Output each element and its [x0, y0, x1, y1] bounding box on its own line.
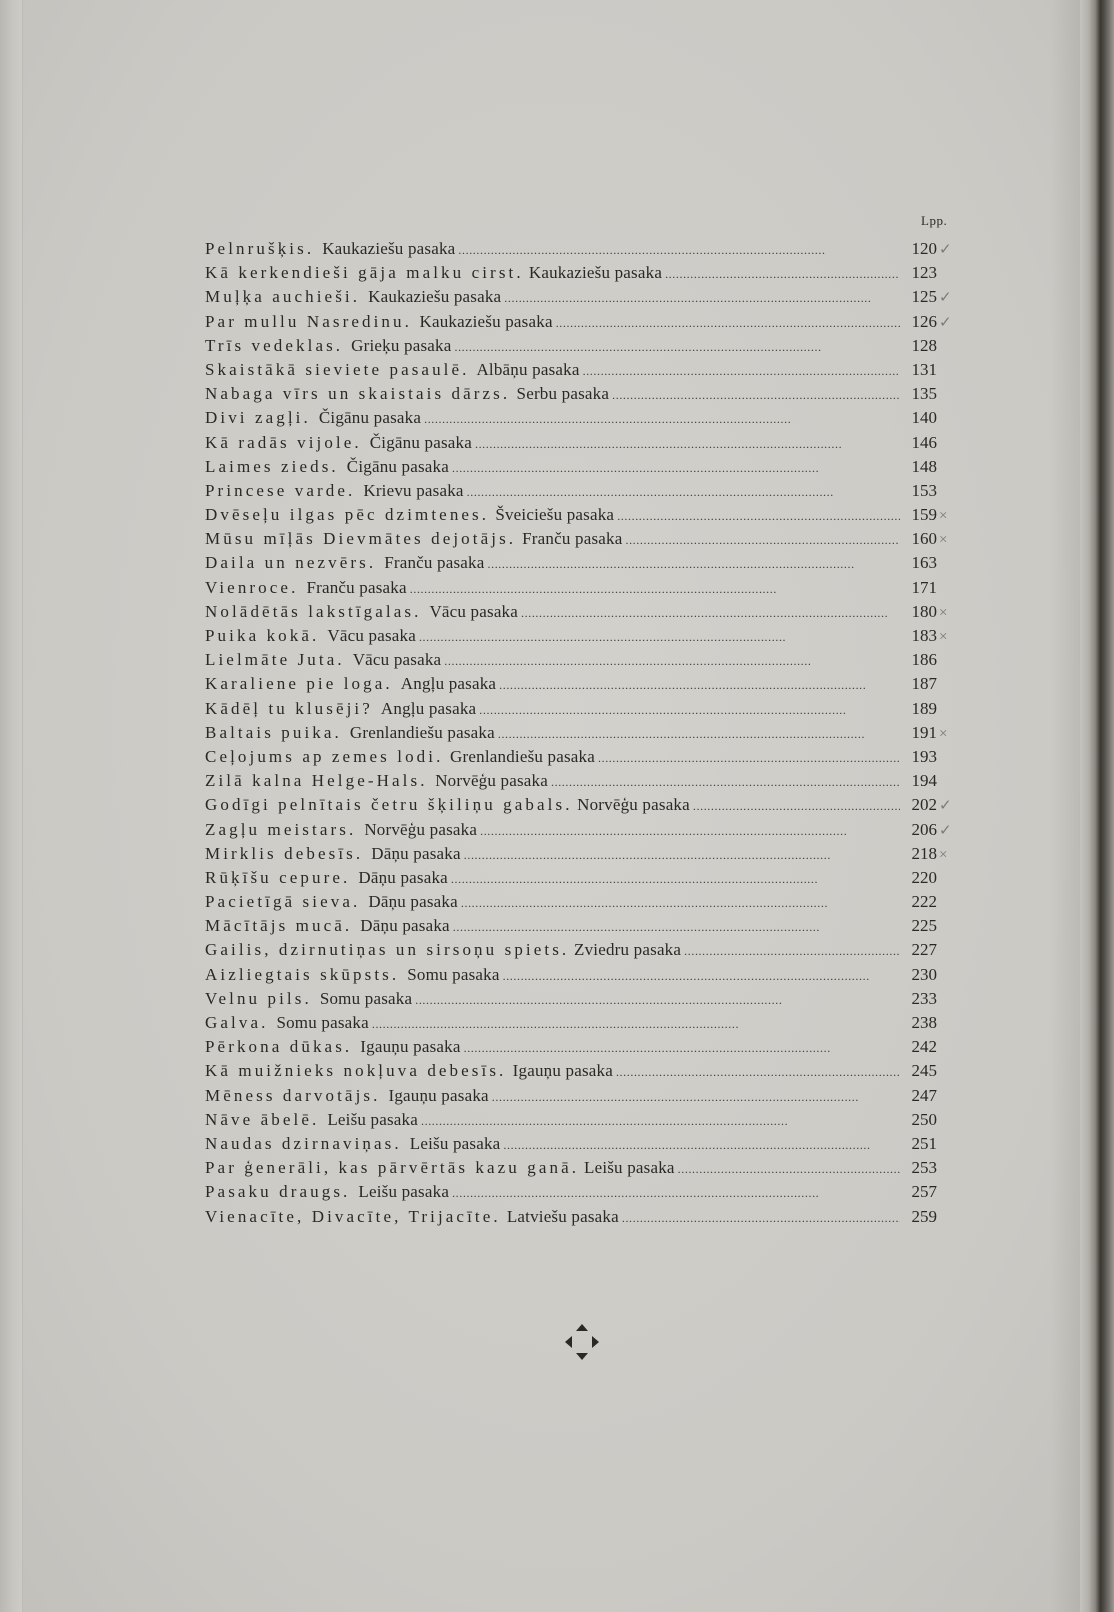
- entry-page-number: 159: [911, 505, 937, 525]
- entry-page-number: 191: [911, 722, 937, 742]
- toc-entry: [205, 793, 963, 817]
- entry-origin: Dāņu pasaka: [360, 916, 450, 936]
- toc-entry: [205, 285, 963, 309]
- dot-leader: [464, 1036, 900, 1060]
- entry-origin: Norvēģu pasaka: [577, 795, 690, 815]
- toc-entry: [205, 624, 963, 648]
- entry-page-number: 128: [911, 335, 937, 355]
- dot-leader: [479, 698, 900, 722]
- entry-title: Zilā kalna Helge-Hals.: [205, 771, 428, 791]
- entry-page-number: 218: [911, 843, 937, 863]
- dot-leader: [467, 480, 900, 504]
- entry-page-number: 206: [911, 819, 937, 839]
- entry-title: Karaliene pie loga.: [205, 674, 393, 694]
- pencil-mark-icon: ×: [939, 604, 948, 621]
- entry-page-number: 146: [911, 432, 937, 452]
- entry-title: Laimes zieds.: [205, 456, 339, 476]
- dot-leader: [556, 311, 900, 335]
- entry-page-number: 253: [911, 1158, 937, 1178]
- entry-page-number: 230: [911, 964, 937, 984]
- entry-page-number: 160: [911, 529, 937, 549]
- entry-page-number: 153: [911, 480, 937, 500]
- toc-entry: [205, 551, 963, 575]
- dot-leader: [503, 1133, 900, 1157]
- toc-entry: [205, 600, 963, 624]
- entry-title: Pasaku draugs.: [205, 1182, 351, 1202]
- dot-leader: [424, 407, 900, 431]
- dot-leader: [583, 359, 900, 383]
- entry-origin: Latviešu pasaka: [506, 1206, 619, 1226]
- toc-entry: [205, 358, 963, 382]
- entry-origin: Vācu pasaka: [352, 650, 442, 670]
- pencil-mark-icon: ✓: [939, 798, 952, 815]
- entry-origin: Norvēģu pasaka: [364, 819, 478, 839]
- entry-origin: Franču pasaka: [306, 577, 407, 597]
- dot-leader: [499, 673, 900, 697]
- toc-entry: [205, 431, 963, 455]
- dot-leader: [612, 383, 900, 407]
- entry-title: Daila un nezvērs.: [205, 553, 377, 573]
- entry-title: Trīs vedeklas.: [205, 335, 344, 355]
- entry-origin: Šveiciešu pasaka: [495, 505, 615, 525]
- entry-page-number: 187: [911, 674, 937, 694]
- dot-leader: [453, 915, 900, 939]
- toc-entry: [205, 769, 963, 793]
- entry-origin: Čigānu pasaka: [318, 408, 422, 428]
- dot-leader: [464, 843, 900, 867]
- toc-entry: [205, 1156, 963, 1180]
- dot-leader: [625, 528, 900, 552]
- entry-page-number: 189: [911, 698, 937, 718]
- entry-origin: Dāņu pasaka: [371, 843, 461, 863]
- entry-origin: Krievu pasaka: [363, 480, 464, 500]
- pencil-mark-icon: ✓: [939, 242, 952, 258]
- toc-entry: [205, 310, 963, 334]
- entry-origin: Norvēģu pasaka: [435, 771, 548, 791]
- toc-entry: [205, 261, 963, 285]
- toc-entry: [205, 697, 963, 721]
- toc-entry: [205, 1132, 963, 1156]
- entry-page-number: 183: [911, 626, 937, 645]
- entry-page-number: 193: [911, 746, 937, 766]
- toc-entries: [205, 237, 963, 1229]
- entry-origin: Grenlandiešu pasaka: [349, 722, 495, 742]
- entry-origin: Somu pasaka: [276, 1013, 369, 1032]
- entry-title: Gailis, dzirnutiņas un sirsoņu spiets.: [205, 940, 570, 960]
- toc-entry: [205, 1108, 963, 1132]
- dot-leader: [551, 770, 900, 794]
- toc-entry: [205, 721, 963, 745]
- entry-title: Pērkona dūkas.: [205, 1037, 353, 1057]
- toc-entry: [205, 842, 963, 866]
- entry-page-number: 123: [911, 263, 937, 283]
- entry-title: Princese varde.: [205, 480, 356, 500]
- toc-entry: [205, 672, 963, 696]
- toc-entry: [205, 818, 963, 842]
- entry-page-number: 202: [911, 795, 937, 815]
- toc-entry: [205, 745, 963, 769]
- toc-entry: [205, 1205, 963, 1229]
- entry-page-number: 120: [911, 239, 937, 258]
- dot-leader: [461, 891, 900, 915]
- dot-leader: [616, 1060, 900, 1084]
- entry-page-number: 233: [911, 988, 937, 1008]
- pencil-mark-icon: ×: [939, 532, 948, 549]
- entry-page-number: 131: [911, 359, 937, 379]
- pencil-mark-icon: ×: [939, 508, 948, 525]
- entry-title: Lielmāte Juta.: [205, 650, 345, 670]
- entry-page-number: 227: [911, 940, 937, 960]
- entry-origin: Franču pasaka: [384, 553, 485, 573]
- entry-title: Kādēļ tu klusēji?: [205, 698, 373, 718]
- dot-leader: [452, 1181, 900, 1205]
- toc-entry: [205, 576, 963, 600]
- toc-entry: [205, 334, 963, 358]
- entry-page-number: 135: [911, 384, 937, 404]
- entry-origin: Franču pasaka: [522, 529, 623, 549]
- dot-leader: [452, 456, 900, 480]
- entry-page-number: 140: [911, 408, 937, 428]
- entry-title: Dvēseļu ilgas pēc dzimtenes.: [205, 505, 490, 525]
- dot-leader: [458, 238, 900, 262]
- entry-origin: Leišu pasaka: [358, 1182, 450, 1202]
- entry-title: Velnu pils.: [205, 988, 312, 1008]
- entry-page-number: 171: [911, 577, 937, 597]
- dot-leader: [419, 625, 900, 649]
- entry-origin: Albāņu pasaka: [476, 359, 580, 379]
- entry-title: Kā radās vijole.: [205, 432, 362, 452]
- entry-title: Mirklis debesīs.: [205, 843, 364, 863]
- entry-origin: Vācu pasaka: [429, 601, 519, 621]
- entry-title: Kā kerkendieši gāja malku cirst.: [205, 263, 524, 283]
- book-binding-edge: [1080, 0, 1114, 1612]
- entry-origin: Grenlandiešu pasaka: [450, 746, 595, 766]
- pencil-mark-icon: ✓: [939, 314, 952, 331]
- toc-entry: [205, 890, 963, 914]
- entry-origin: Somu pasaka: [319, 988, 413, 1008]
- dot-leader: [498, 722, 900, 746]
- dot-leader: [665, 262, 900, 286]
- entry-title: Par mullu Nasredinu.: [205, 311, 412, 331]
- entry-title: Naudas dzirnaviņas.: [205, 1133, 402, 1153]
- entry-title: Muļķa auchieši.: [205, 287, 361, 307]
- entry-page-number: 259: [911, 1206, 937, 1226]
- entry-page-number: 242: [911, 1037, 937, 1057]
- toc-entry: [205, 406, 963, 430]
- dot-leader: [622, 1206, 900, 1230]
- toc-entry: [205, 479, 963, 503]
- entry-page-number: 163: [911, 553, 937, 573]
- dot-leader: [488, 552, 901, 576]
- dot-leader: [598, 746, 900, 770]
- page-column-header: Lpp.: [921, 213, 948, 228]
- entry-origin: Dāņu pasaka: [368, 892, 458, 912]
- entry-title: Pacietīgā sieva.: [205, 892, 361, 912]
- pencil-mark-icon: ×: [939, 846, 948, 863]
- entry-page-number: 220: [911, 867, 937, 887]
- entry-origin: Leišu pasaka: [327, 1109, 418, 1129]
- dot-leader: [475, 432, 900, 456]
- entry-title: Zagļu meistars.: [205, 819, 357, 839]
- entry-origin: Angļu pasaka: [380, 698, 477, 718]
- entry-origin: Leišu pasaka: [409, 1133, 501, 1153]
- entry-page-number: 186: [911, 650, 937, 670]
- entry-page-number: 251: [911, 1133, 937, 1153]
- entry-title: Kā muižnieks nokļuva debesīs.: [205, 1061, 507, 1081]
- entry-origin: Dāņu pasaka: [358, 867, 448, 887]
- toc-entry: [205, 914, 963, 938]
- dot-leader: [444, 649, 900, 673]
- pencil-mark-icon: ✓: [939, 290, 952, 307]
- entry-title: Skaistākā sieviete pasaulē.: [205, 359, 470, 379]
- left-page-edge: [0, 0, 23, 1612]
- entry-page-number: 225: [911, 916, 937, 936]
- dot-leader: [454, 335, 900, 359]
- pencil-mark-icon: ×: [939, 629, 948, 645]
- entry-origin: Kaukaziešu pasaka: [419, 311, 553, 331]
- toc-entry: [205, 1059, 963, 1083]
- dot-leader: [480, 819, 900, 843]
- dot-leader: [521, 601, 900, 625]
- entry-title: Pelnrušķis.: [205, 239, 315, 258]
- dot-leader: [492, 1085, 900, 1109]
- toc-entry: [205, 527, 963, 551]
- entry-title: Nolādētās lakstīgalas.: [205, 601, 422, 621]
- dot-leader: [421, 1109, 900, 1133]
- dot-leader: [678, 1157, 900, 1181]
- entry-title: Godīgi pelnītais četru šķiliņu gabals.: [205, 795, 573, 815]
- entry-page-number: 125: [911, 287, 937, 307]
- entry-page-number: 245: [911, 1061, 937, 1081]
- toc-entry: [205, 987, 963, 1011]
- entry-origin: Vācu pasaka: [327, 626, 416, 645]
- dot-leader: [617, 504, 900, 528]
- diamond-ornament-icon: [563, 1322, 601, 1362]
- entry-title: Par ģenerāli, kas pārvērtās kazu ganā.: [205, 1158, 580, 1178]
- dot-leader: [372, 1012, 900, 1036]
- entry-title: Vienroce.: [205, 577, 299, 597]
- dot-leader: [415, 988, 900, 1012]
- entry-origin: Igauņu pasaka: [360, 1037, 461, 1057]
- toc-entry: [205, 648, 963, 672]
- dot-leader: [503, 964, 900, 988]
- dot-leader: [451, 867, 900, 891]
- entry-origin: Čigānu pasaka: [346, 456, 449, 476]
- entry-title: Aizliegtais skūpsts.: [205, 964, 400, 984]
- entry-title: Nabaga vīrs un skaistais dārzs.: [205, 384, 511, 404]
- entry-page-number: 257: [911, 1182, 937, 1202]
- entry-origin: Kaukaziešu pasaka: [322, 239, 456, 258]
- entry-page-number: 126: [911, 311, 937, 331]
- dot-leader: [410, 577, 900, 601]
- entry-origin: Angļu pasaka: [400, 674, 497, 694]
- entry-title: Ceļojums ap zemes lodi.: [205, 746, 444, 766]
- entry-origin: Zviedru pasaka: [574, 940, 682, 960]
- toc-entry: [205, 1180, 963, 1204]
- entry-page-number: 247: [911, 1085, 937, 1105]
- toc-entry: [205, 237, 963, 261]
- entry-page-number: 222: [911, 892, 937, 912]
- toc-entry: [205, 866, 963, 890]
- toc-entry: [205, 382, 963, 406]
- dot-leader: [693, 794, 900, 818]
- entry-title: Mūsu mīļās Dievmātes dejotājs.: [205, 529, 517, 549]
- pencil-mark-icon: ×: [939, 725, 948, 742]
- entry-title: Rūķīšu cepure.: [205, 867, 351, 887]
- entry-origin: Grieķu pasaka: [351, 335, 452, 355]
- pencil-mark-icon: ✓: [939, 822, 952, 839]
- dot-leader: [684, 939, 900, 963]
- entry-page-number: 148: [911, 456, 937, 476]
- entry-origin: Igauņu pasaka: [388, 1085, 489, 1105]
- toc-entry: [205, 503, 963, 527]
- entry-title: Mācītājs mucā.: [205, 916, 353, 936]
- toc-entry: [205, 1084, 963, 1108]
- entry-origin: Igauņu pasaka: [512, 1061, 613, 1081]
- entry-origin: Serbu pasaka: [516, 384, 610, 404]
- toc-entry: [205, 455, 963, 479]
- entry-title: Vienacīte, Divacīte, Trijacīte.: [205, 1206, 501, 1226]
- entry-origin: Somu pasaka: [407, 964, 500, 984]
- entry-origin: Kaukaziešu pasaka: [368, 287, 502, 307]
- dot-leader: [504, 286, 900, 310]
- toc-entry: [205, 1011, 963, 1035]
- toc-entry: [205, 938, 963, 962]
- entry-title: Galva.: [205, 1013, 269, 1032]
- entry-page-number: 194: [911, 771, 937, 791]
- entry-title: Puika kokā.: [205, 626, 320, 645]
- entry-title: Divi zagļi.: [205, 408, 311, 428]
- entry-page-number: 250: [911, 1109, 937, 1129]
- entry-origin: Čigānu pasaka: [369, 432, 472, 452]
- entry-page-number: 180: [911, 601, 937, 621]
- entry-title: Mēness darvotājs.: [205, 1085, 381, 1105]
- entry-page-number: 238: [911, 1013, 937, 1032]
- toc-entry: [205, 1035, 963, 1059]
- toc-entry: [205, 963, 963, 987]
- entry-title: Nāve ābelē.: [205, 1109, 320, 1129]
- entry-origin: Kaukaziešu pasaka: [528, 263, 663, 283]
- entry-title: Baltais puika.: [205, 722, 342, 742]
- entry-origin: Leišu pasaka: [583, 1158, 675, 1178]
